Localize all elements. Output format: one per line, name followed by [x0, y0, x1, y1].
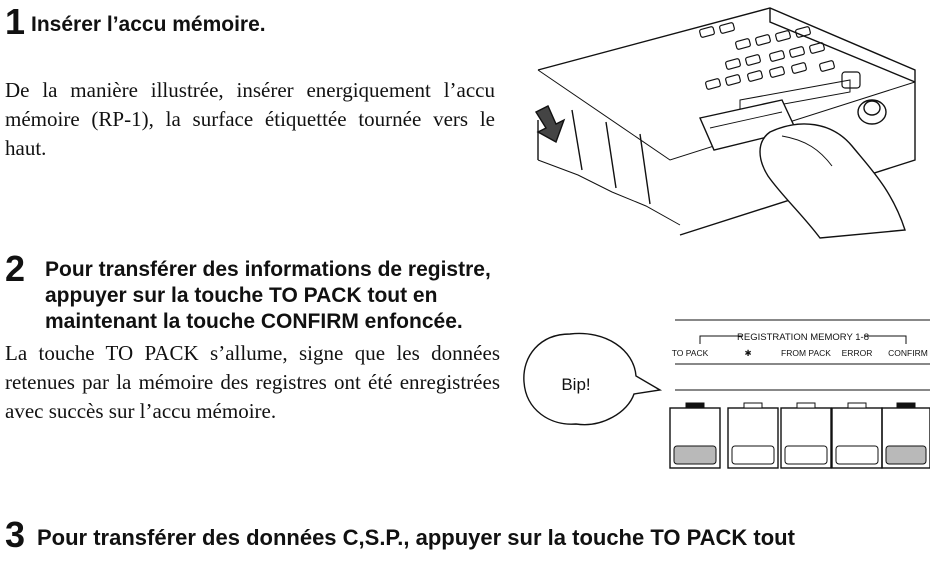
step-2	[5, 248, 500, 426]
label-error: ERROR	[841, 348, 873, 358]
registration-memory-panel-illustration	[510, 300, 930, 470]
from-pack-lamp	[797, 403, 815, 408]
to-pack-lamp-lit	[686, 403, 704, 408]
step-1	[5, 1, 495, 163]
step-heading: Pour transférer des informations de registre, appuyer sur la touche TO PACK tout en maintenant la touche CONFIRM enfoncée.	[45, 258, 491, 333]
label-asterisk: ✱	[744, 348, 752, 358]
speech-bubble	[524, 333, 660, 424]
step-body: De la manière illustrée, insérer energiquement l’accu mémoire (RP-1), la surface étiquettée tournée vers le haut.	[5, 78, 495, 160]
label-to-pack: TO PACK	[671, 348, 709, 358]
step-heading: Insérer l’accu mémoire.	[31, 13, 266, 36]
step-heading: Pour transférer des données C,S.P., appuyer sur la touche TO PACK tout	[37, 525, 795, 550]
insert-memory-pack-illustration	[520, 0, 930, 240]
asterisk-lamp	[744, 403, 762, 408]
label-from-pack: FROM PACK	[781, 348, 831, 358]
step-number: 2	[5, 248, 26, 289]
confirm-lamp-lit	[897, 403, 915, 408]
step-number: 1	[5, 1, 26, 42]
step-body: La touche TO PACK s’allume, signe que les données retenues par la mémoire des registres ont été enregistrées avec succès sur l’accu mémoire.	[5, 341, 500, 423]
panel-title: REGISTRATION MEMORY 1-8	[737, 332, 869, 343]
error-lamp	[848, 403, 866, 408]
label-confirm: CONFIRM	[888, 348, 928, 358]
bubble-text: Bip!	[561, 375, 591, 394]
step-number: 3	[5, 514, 26, 555]
